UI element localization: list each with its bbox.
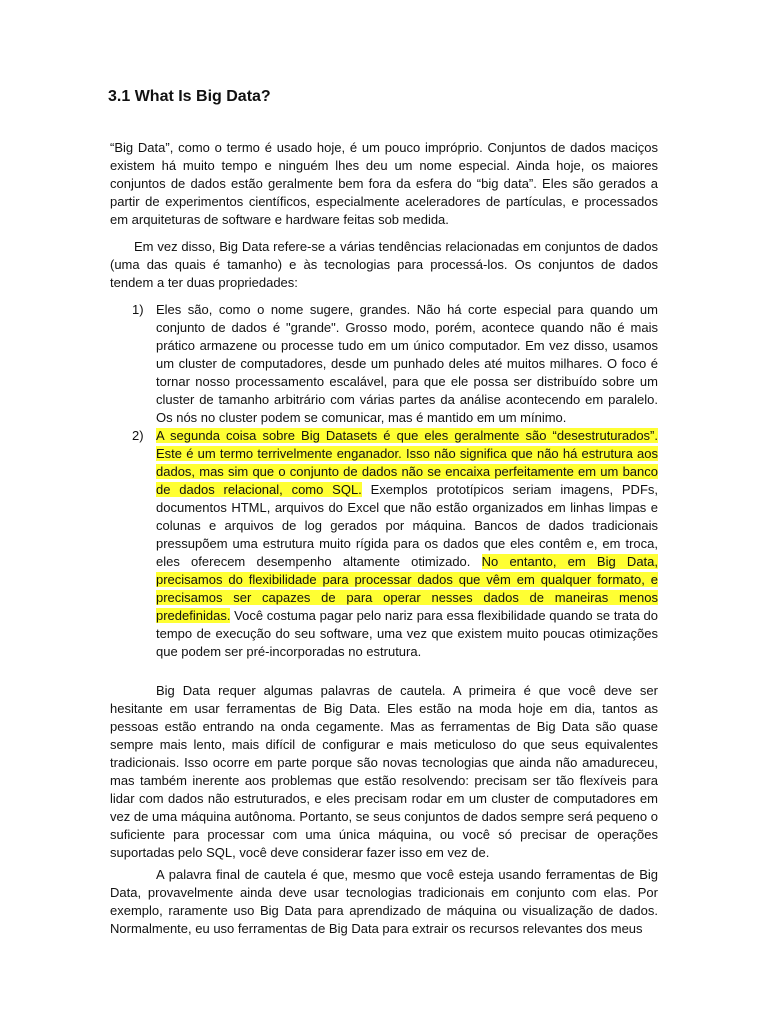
highlighted-text: No entanto, em Big Data, precisamos do flexibilidade para processar dados que vêm em qualquer formato, e precisamos ser capazes de para operar nesses dados de maneiras menos predefinidas. <box>156 554 658 623</box>
list-item <box>110 301 658 427</box>
list-number: 2) <box>132 428 144 443</box>
paragraph-final-caution: A palavra final de cautela é que, mesmo que você esteja usando ferramentas de Big Data, provavelmente ainda deve usar tecnologias tradicionais em conjunto com elas. Por exemplo, raramente uso Big Data para aprendizado de máquina ou visualização de dados. Normalmente, eu uso ferramentas de Big Data para extrair os recursos relevantes dos meus <box>110 867 658 936</box>
section-heading: 3.1 What Is Big Data? <box>108 88 271 105</box>
list-item <box>110 427 658 661</box>
properties-list <box>110 301 658 661</box>
paragraph-caution: Big Data requer algumas palavras de cautela. A primeira é que você deve ser hesitante em usar ferramentas de Big Data. Eles estão na moda hoje em dia, tantos as pessoas estão entrando na onda cegamente. Mas as ferramentas de Big Data são quase sempre mais lento, mais difícil de configurar e mais meticuloso do que seus equivalentes tradicionais. Isso ocorre em parte porque são novas tecnologias que ainda não amadureceu, mas também inerente aos problemas que estão resolvendo: precisam ser tão flexíveis para lidar com dados não estruturados, e eles precisam rodar em um cluster de computadores em vez de uma máquina autônoma. Portanto, se seus conjuntos de dados sempre será pequeno o suficiente para processar com uma única máquina, ou você só precisar de operações suportadas pelo SQL, você deve considerar fazer isso em vez de. <box>110 683 658 860</box>
highlighted-text: A segunda coisa sobre Big Datasets é que eles geralmente são “desestruturados”. Este é um termo terrivelmente enganador. Isso não significa que não há estrutura aos dados, mas sim que o conjunto de dados não se encaixa perfeitamente em um banco de dados relacional, como SQL. <box>156 428 658 497</box>
paragraph-trends: Em vez disso, Big Data refere-se a várias tendências relacionadas em conjuntos de dados (uma das quais é tamanho) e às tecnologias para processá-los. Os conjuntos de dados tendem a ter duas propriedades: <box>110 239 658 290</box>
list-item-text: Exemplos prototípicos seriam imagens, PDFs, documentos HTML, arquivos do Excel que não estão organizados em linhas limpas e colunas e arquivos de log gerados por máquina. Bancos de dados tradicionais pressupõem uma estrutura muito rígida para os dados que eles contêm e, em troca, eles oferecem desempenho altamente otimizado. <box>156 482 658 569</box>
list-item-text: Eles são, como o nome sugere, grandes. Não há corte especial para quando um conjunto de dados é "grande". Grosso modo, porém, acontece quando não é mais prático armazene ou processe tudo em um único computador. Em vez disso, usamos um cluster de computadores, desde um punhado deles até muitos milhares. O foco é tornar nosso processamento escalável, para que ele possa ser distribuído sobre um cluster de tamanho arbitrário com várias partes da análise acontecendo em paralelo. Os nós no cluster podem se comunicar, mas é mantido em um mínimo. <box>156 302 658 425</box>
list-item-text: Você costuma pagar pelo nariz para essa flexibilidade quando se trata do tempo de execução do seu software, uma vez que existem muito poucas otimizações que podem ser pré-incorporadas no estrutura. <box>156 608 658 659</box>
paragraph-intro: “Big Data”, como o termo é usado hoje, é um pouco impróprio. Conjuntos de dados maciços existem há muito tempo e ninguém lhes deu um nome especial. Ainda hoje, os maiores conjuntos de dados estão geralmente bem fora da esfera do “big data”. Eles são gerados a partir de experimentos científicos, especialmente aceleradores de partículas, e processados em arquiteturas de software e hardware feitas sob medida. <box>110 140 658 227</box>
list-number: 1) <box>132 302 144 317</box>
